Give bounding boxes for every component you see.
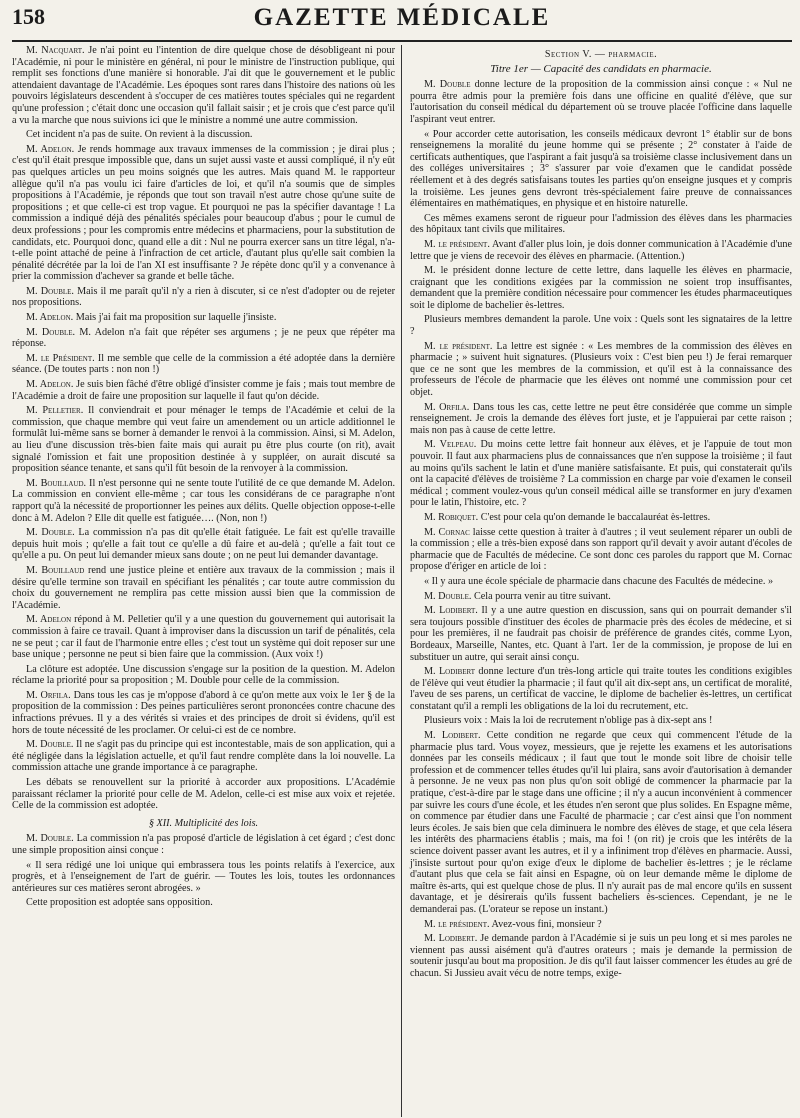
paragraph bbox=[12, 739, 395, 774]
paragraph-text: Mais j'ai fait ma proposition sur laquelle j'insiste. bbox=[73, 312, 277, 324]
speaker-name: M. Velpeau. bbox=[424, 439, 477, 451]
speaker-name: M. Double bbox=[424, 79, 471, 91]
paragraph bbox=[410, 341, 792, 399]
paragraph-text: « Pour accorder cette autorisation, les conseils médicaux devront 1° établir sur de bons renseignemens la moralité du jeune homme qui se présente ; 2° constater à l'aide de certificats authentiques, que l'aspirant a fait jusqu'à sa troisième classe inclusivement dans un des colléges universitaires ; 3° s'assurer par voie d'examen que le candidat possède réellement et à des degrés satisfaisans toutes les parties qu'on enseigne jusques et y compris la troisième. Les jeunes gens devront très-spécialement faire preuve de connaissances élémentaires en mathématiques, en physique et en histoire naturelle. bbox=[410, 128, 792, 210]
paragraph bbox=[410, 919, 792, 931]
paragraph bbox=[12, 144, 395, 283]
speaker-name: M. Adelon. bbox=[26, 379, 74, 391]
section-heading: Section V. — pharmacie. bbox=[544, 49, 658, 60]
speaker-name: M. Orfila. bbox=[26, 689, 71, 701]
speaker-name: M. Robiquet. bbox=[424, 511, 479, 523]
speaker-name: M. Adelon bbox=[26, 614, 72, 626]
paragraph bbox=[410, 527, 792, 573]
paragraph-text: La lettre est signée : « Les membres de la commission des élèves en pharmacie ; » suivent huit signatures. (Plusieurs voix : C'est bien peu !) Je ferai remarquer que ce ne sont que les membres de la commission, et qu'il est à la connaissance des professeurs de l'école de pharmacie que les élèves ont nommé une commission pour cet objet. bbox=[410, 340, 792, 399]
speaker-name: M. Bouillaud bbox=[26, 564, 85, 576]
paragraph-text: Je n'ai point eu l'intention de dire quelque chose de désobligeant ni pour l'Académie, ni pour le ministère en général, ni pour le ministre de l'instruction publique, qui remplit ses fonctions d'une manière si honorable. J'ai dit que le gouvernement et le public attendaient davantage de l'Académie. Les époques sont rares dans l'histoire des nations où les pouvoirs législateurs descendent à s'occuper de ces matières toutes spéciales qui ne regardent qu'une profession ; c'était donc une occasion qu'il fallait saisir ; et je crois que c'est parce qu'il a vu la marche que nous suivions ici que le ministre a nommé une autre commission. bbox=[12, 45, 395, 126]
paragraph bbox=[410, 715, 792, 727]
paragraph-text: La commission n'a pas proposé d'article de législation à cet égard ; c'est donc une simple proposition ainsi conçue : bbox=[12, 833, 395, 856]
paragraph-text: Mais il me paraît qu'il n'y a rien à discuter, si ce n'est d'adopter ou de rejeter nos propositions. bbox=[12, 285, 395, 309]
speaker-name: M. Double. bbox=[26, 739, 74, 751]
paragraph bbox=[12, 897, 395, 909]
paragraph-text: M. le président donne lecture de cette lettre, dans laquelle les élèves en pharmacie, craignant que les conditions exigées par la commission ne soient trop insuffisantes, demandent que la première condition nécessaire pour commencer les études pharmaceutiques soit le diplome de bachelier ès-lettres. bbox=[410, 265, 792, 311]
paragraph-text: C'est pour cela qu'on demande le baccalauréat ès-lettres. bbox=[478, 511, 711, 523]
paragraph bbox=[12, 478, 395, 524]
paragraph bbox=[12, 353, 395, 376]
paragraph bbox=[410, 576, 792, 588]
speaker-name: M. Lodibert. bbox=[424, 933, 478, 945]
paragraph bbox=[12, 690, 395, 736]
speaker-name: M. Double. bbox=[26, 285, 74, 297]
paragraph-text: Avez-vous fini, monsieur ? bbox=[489, 918, 602, 930]
speaker-name: M. le Président. bbox=[26, 352, 95, 364]
page-header bbox=[12, 4, 792, 42]
paragraph bbox=[12, 664, 395, 687]
paragraph-text: Je demande pardon à l'Académie si je suis un peu long et si mes paroles ne viennent pas aussi aisément qu'à d'autres orateurs ; mais je demande la permission de soutenir jusqu'au bout ma proposition. Je dis qu'il faut laisser commencer les études au gré de chacun. Si Jussieu avait vécu de notre temps, exige- bbox=[410, 933, 792, 979]
speaker-name: M. Cornac bbox=[424, 526, 470, 538]
paragraph-text: répond à M. Pelletier qu'il y a une question du gouvernement qui autorisait la commission à faire ce travail. Quant à improviser dans la discussion un tarif de pénalités, cela ne se peut ; car il faut de l'harmonie entre elles ; c'est tout un système qui doit reposer sur une base unique ; personne ne peut si bien faire que la commission. (Aux voix !) bbox=[12, 614, 395, 661]
paragraph-text: rend une justice pleine et entière aux travaux de la commission ; mais il désire qu'elle termine son travail en spécifiant les pénalités ; car toute autre commission du choix du gouvernement ne remplira pas cette mission aussi bien que la commission de l'Académie. bbox=[12, 564, 396, 611]
paragraph-text: Il conviendrait et pour ménager le temps de l'Académie et celui de la commission, que chaque membre qui veut faire un amendement ou un article additionnel le formulât lui-même sans se borner à demander le renvoi à la commission. Ainsi, si M. Adelon, au lieu d'une discussion très-bien faite mais qui aurait pu être plus courte (on rit), avait signalé l'omission et fait une proposition destinée à y suppléer, on aurait discuté sa proposition séance tenante, et sans qu'il fût besoin de la renvoyer à la commission. bbox=[12, 405, 395, 475]
paragraph-text: Dans tous les cas je m'oppose d'abord à ce qu'on mette aux voix le 1er § de la proposition de la commission : Des peines particulières seront prononcées contre chacune des infractions prévues. Il y a des vérités si vraies et des principes de droit si évidens, qu'il est hors de toute nécessité de les proclamer. Or celui-ci est de ce nombre. bbox=[12, 689, 396, 736]
text-columns bbox=[12, 45, 792, 1117]
paragraph-text: Je rends hommage aux travaux immenses de la commission ; je dirai plus ; c'est qu'il était presque impossible que, dans un sujet aussi vaste et aussi compliqué, il n'y eût pas quelques articles un peu moins soignés que les autres. Mais quand M. le rapporteur allègue qu'il n'a pas voulu ici faire d'articles de loi, et qu'il n'a soumis que de simples propositions à l'Académie, je réponds que tout son travail n'est autre chose qu'une suite de propositions ; et que celle-ci est trop vague. Et pourquoi ne pas la spécifier davantage ! La commission a indiqué déjà des pénalités spéciales pour beaucoup d'abus ; pour le cumul de deux professions ; pour les compromis entre médecins et pharmaciens, pour la substitution de candidats, etc. Pourquoi donc, quand elle a dit : Nul ne pourra exercer sans un titre légal, n'a-t-elle point attaché de peine à l'infraction de cet article, d'autant plus qu'elle sait combien la pénalité décrétée par la loi de l'an XI est insuffisante ? Je répète donc qu'il y a convenance à prier la commission d'achever sa grande et belle tâche. bbox=[12, 143, 395, 283]
paragraph bbox=[410, 666, 792, 712]
paragraph-text: Plusieurs membres demandent la parole. Une voix : Quels sont les signataires de la lettre ? bbox=[410, 314, 792, 338]
paragraph bbox=[12, 45, 395, 126]
paragraph bbox=[410, 129, 792, 210]
speaker-name: M. Adelon. bbox=[26, 312, 74, 324]
speaker-name: M. Pelletier. bbox=[26, 405, 84, 417]
page-number: 158 bbox=[12, 4, 45, 29]
speaker-name: M. le président. bbox=[424, 238, 490, 250]
left-column bbox=[12, 45, 402, 1117]
right-paragraphs bbox=[410, 79, 792, 979]
title-heading: Titre 1er — Capacité des candidats en pharmacie. bbox=[490, 62, 712, 75]
paragraph-text: Dans tous les cas, cette lettre ne peut être considérée que comme un simple renseignement. Je crois la demande des élèves fort juste, et je l'appuierai par cette raison ; mais non pas à cause de cette lettre. bbox=[410, 401, 792, 436]
paragraph-text: « Il sera rédigé une loi unique qui embrassera tous les points relatifs à l'exercice, aux progrès, et à l'enseignement de l'art de guérir. — Toutes les lois, toutes les ordonnances antérieures sur ces matières seront abrogées. » bbox=[12, 859, 395, 894]
paragraph-text: Du moins cette lettre fait honneur aux élèves, et je l'appuie de tout mon pouvoir. Il faut aux pharmaciens plus de connaissances que n'en suppose la troisième ; il faut au moins qu'ils sachent le latin et d'une manière satisfaisante. Et puis, qui constaterait qu'ils ont la capacité d'élèves de troisième ? La commission en charge par voie d'examen le conseil médical ; comment voulez-vous qu'un conseil médical aille se transformer en jury d'examen pour le latin, l'histoire, etc. ? bbox=[410, 439, 792, 509]
paragraph bbox=[12, 129, 395, 141]
right-column bbox=[402, 45, 792, 1117]
paragraph bbox=[410, 933, 792, 979]
paragraph-text: Les débats se renouvellent sur la priorité à accorder aux propositions. L'Académie paraissant réclamer la priorité pour celle de M. Adelon, celle-ci est mise aux voix et rejetée. Celle de la commission est adoptée. bbox=[12, 777, 395, 812]
paragraph bbox=[410, 213, 792, 236]
paragraph-text: Il ne s'agit pas du principe qui est incontestable, mais de son application, qui a été négligée dans la législation actuelle, et qu'il faut rendre complète dans la loi nouvelle. La commission attache une grande importance à ce paragraphe. bbox=[12, 739, 396, 774]
paragraph-text: Cet incident n'a pas de suite. On revient à la discussion. bbox=[26, 129, 253, 141]
paragraph bbox=[410, 265, 792, 311]
paragraph bbox=[410, 512, 792, 524]
speaker-name: M. le président. bbox=[424, 340, 493, 352]
paragraph bbox=[410, 314, 792, 337]
paragraph-text: donne lecture d'un très-long article qui traite toutes les conditions exigibles de l'élève qui veut étudier la pharmacie ; il faut qu'il ait dix-sept ans, un certificat de moralité, l'aveu de ses parens, un certificat de vaccine, le diplome de bachelier ès-lettres, un certificat constatant qu'il a rempli les obligations de la loi du recrutement, etc. bbox=[410, 666, 792, 712]
paragraph-text: Avant d'aller plus loin, je dois donner communication à l'Académie d'une lettre que je viens de recevoir des élèves en pharmacie. (Attention.) bbox=[410, 238, 792, 262]
paragraph-text: Cela pourra venir au titre suivant. bbox=[471, 590, 611, 602]
speaker-name: M. Bouillaud. bbox=[26, 477, 87, 489]
left-paragraphs bbox=[12, 45, 395, 812]
paragraph bbox=[410, 439, 792, 509]
paragraph-text: La clôture est adoptée. Une discussion s'engage sur la position de la question. M. Adelon réclame la priorité pour sa proposition ; M. Double pour celle de la commission. bbox=[12, 663, 395, 687]
paragraph bbox=[410, 402, 792, 437]
paragraph-text: Cette proposition est adoptée sans opposition. bbox=[26, 897, 213, 909]
speaker-name: M. Lodibert. bbox=[424, 730, 481, 742]
paragraph bbox=[12, 312, 395, 324]
paragraph bbox=[12, 614, 395, 660]
speaker-name: M. Double. bbox=[26, 326, 76, 338]
paragraph bbox=[410, 239, 792, 262]
speaker-name: M. Lodibert bbox=[424, 666, 476, 678]
paragraph bbox=[12, 833, 395, 856]
paragraph-text: laisse cette question à traiter à d'autres ; il veut seulement réparer un oubli de la commission ; elle a très-bien exposé dans son rapport qu'il devait y avoir autant d'écoles de pharmacie que de Facultés de médecine. Ce sont donc ces paroles du rapport que M. Cornac propose d'ériger en article de loi : bbox=[410, 526, 792, 573]
journal-title: GAZETTE MÉDICALE bbox=[253, 4, 551, 31]
paragraph-text: Plusieurs voix : Mais la loi de recrutement n'oblige pas à dix-sept ans ! bbox=[424, 715, 713, 727]
left-paragraphs-2 bbox=[12, 833, 395, 909]
paragraph bbox=[410, 605, 792, 663]
paragraph-text: Il me semble que celle de la commission a été adoptée dans la dernière séance. (De toutes parts : non non !) bbox=[12, 352, 396, 376]
paragraph bbox=[410, 591, 792, 603]
speaker-name: M. le président. bbox=[424, 918, 490, 930]
paragraph-text: Il y a une autre question en discussion, sans qui on pourrait demander s'il sera toujours possible d'instituer des écoles de pharmacie près des écoles de médecine, et si pour les premières, il ne faudrait pas choisir de préférence de grandes cités, comme Lyon, Bordeaux, Marseille, Nantes, etc. Quant à l'art. 1er de la commission, je propose de lui en substituer un autre, qui serait ainsi conçu. bbox=[410, 605, 792, 663]
speaker-name: M. Double. bbox=[26, 527, 75, 539]
paragraph bbox=[12, 860, 395, 895]
speaker-name: M. Adelon. bbox=[26, 143, 75, 155]
paragraph-text: M. Adelon n'a fait que répéter ses argumens ; je ne peux que répéter ma réponse. bbox=[12, 326, 395, 350]
paragraph bbox=[12, 777, 395, 812]
paragraph-text: Cette condition ne regarde que ceux qui commencent l'étude de la pharmacie plus tard. Vous voyez, messieurs, que je rejette les examens et les autorisations données par les conseils médicaux ; il faut que tout le monde soit libre de choisir telle profession et de commencer telles études qu'il lui plaira, sans avoir d'autorisation à demander à personne. Je ne veux pas non plus qu'on soit obligé de commencer la pharmacie par la pratique, c'est-à-dire par le stage dans une officine ; il n'y a aucun inconvénient à commencer par suivre les cours d'une école, et les études n'en seront que plus solides. En Espagne même, on commence par étudier dans une Faculté de pharmacie ; car c'est ainsi que l'on nomment leurs écoles. Je sais bien que cela diminuera le nombre des élèves de stage, et que cela lésera les intérêts des pharmaciens établis ; mais, ma foi ! (on rit) je crois que les intérêts de la science doivent passer avant les autres, et il y a infiniment trop d'élèves en pharmacie. Aussi, j'insiste surtout pour qu'on exige d'eux le diplome de bachelier ès-lettres ; je le réclame d'autant plus que cela se fait ainsi en Espagne, où on leur demande même le diplome de maître ès-arts, qui est quelque chose de plus. Il n'y aurait pas de mal encore qu'ils en sussent davantage, et je désirerais qu'ils fussent bacheliers ès-sciences. Cependant, je ne le demanderai pas. (L'orateur se repose un instant.) bbox=[410, 730, 792, 915]
paragraph-text: « Il y aura une école spéciale de pharmacie dans chacune des Facultés de médecine. » bbox=[424, 575, 774, 587]
speaker-name: M. Nacquart. bbox=[26, 45, 85, 56]
speaker-name: M. Orfila. bbox=[424, 401, 470, 413]
paragraph-text: Je suis bien fâché d'être obligé d'insister comme je fais ; mais tout membre de l'Académie a droit de faire une proposition sur laquelle il faut qu'on décide. bbox=[12, 379, 395, 402]
paragraph bbox=[12, 405, 395, 475]
paragraph bbox=[12, 565, 395, 611]
paragraph bbox=[12, 379, 395, 402]
paragraph bbox=[12, 527, 395, 562]
speaker-name: M. Double. bbox=[26, 833, 74, 845]
paragraph-text: donne lecture de la proposition de la commission ainsi conçue : « Nul ne pourra être admis pour la première fois dans une officine en qualité d'élève, que sur l'autorisation du conseil médical du département où se trouve placée l'officine dans laquelle l'aspirant veut entrer. bbox=[410, 79, 792, 125]
paragraph-text: Ces mêmes examens seront de rigueur pour l'admission des élèves dans les pharmacies des hôpitaux tant civils que militaires. bbox=[410, 212, 792, 236]
speaker-name: M. Lodibert. bbox=[424, 605, 478, 617]
subsection-heading: § XII. Multiplicité des lois. bbox=[148, 817, 259, 829]
paragraph bbox=[410, 79, 792, 125]
speaker-name: M. Double. bbox=[424, 590, 472, 602]
paragraph bbox=[410, 730, 792, 916]
paragraph-text: La commission n'a pas dit qu'elle était fatiguée. Le fait est qu'elle travaille depuis huit mois ; qu'elle a fait tout ce qu'elle a dû faire et au-delà ; qu'elle a fait tout ce qu'elle a pu. On peut lui demander mieux sans doute ; on ne peut lui demander davantage. bbox=[12, 527, 396, 562]
paragraph bbox=[12, 286, 395, 309]
paragraph-text: Il n'est personne qui ne sente toute l'utilité de ce que demande M. Adelon. La commission en convient elle-même ; car tous les considérans de ce paragraphe n'ont rapport qu'à la nécessité de proportionner les peines aux délits. Quelle objection oppose-t-elle donc à M. Adelon ? Elle dit quelle est fatiguée…. (Non, non !) bbox=[12, 477, 395, 524]
paragraph bbox=[12, 327, 395, 350]
